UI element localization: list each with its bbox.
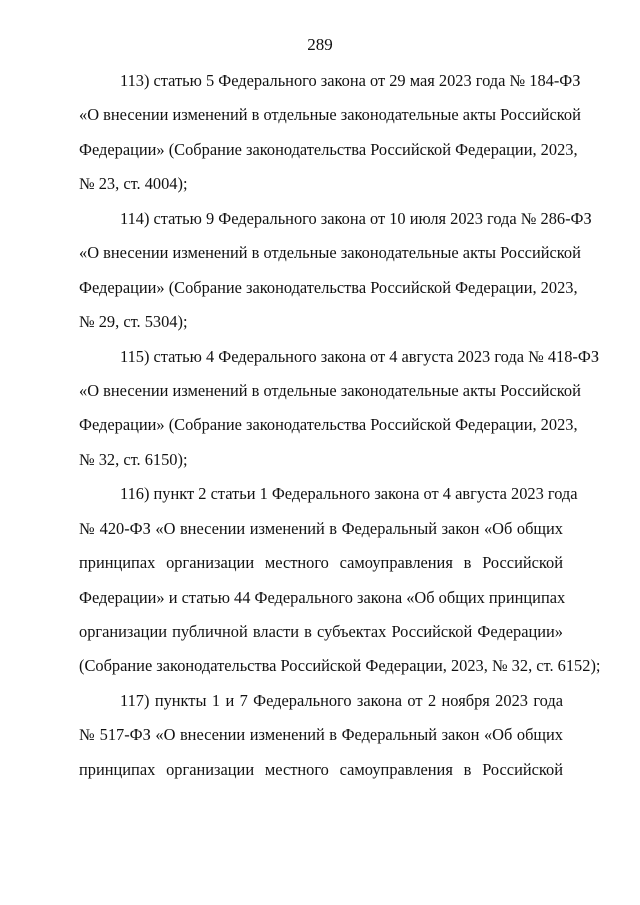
paragraph-114-line-1: 114) статью 9 Федерального закона от 10 июля 2023 года № 286-ФЗ <box>120 208 592 228</box>
paragraph-115-line-1: 115) статью 4 Федерального закона от 4 августа 2023 года № 418-ФЗ <box>120 346 600 366</box>
paragraph-115-line-2: «О внесении изменений в отдельные законодательные акты Российской <box>79 380 581 400</box>
paragraph-113-line-2: «О внесении изменений в отдельные законодательные акты Российской <box>79 105 581 125</box>
paragraph-115-line-3: Федерации» (Собрание законодательства Российской Федерации, 2023, <box>79 415 578 435</box>
paragraph-113-line-3: Федерации» (Собрание законодательства Российской Федерации, 2023, <box>79 139 578 159</box>
paragraph-115-line-4: № 32, ст. 6150); <box>79 449 188 469</box>
paragraph-116-line-6: (Собрание законодательства Российской Федерации, 2023, № 32, ст. 6152); <box>79 656 601 676</box>
paragraph-114-line-2: «О внесении изменений в отдельные законодательные акты Российской <box>79 243 581 263</box>
paragraph-114-line-4: № 29, ст. 5304); <box>79 312 188 332</box>
document-body <box>79 64 601 787</box>
paragraph-113-line-4: № 23, ст. 4004); <box>79 174 188 194</box>
paragraph-114-line-3: Федерации» (Собрание законодательства Российской Федерации, 2023, <box>79 277 578 297</box>
paragraph-116-line-4: Федерации» и статью 44 Федерального закона «Об общих принципах <box>79 587 566 607</box>
page-number: 289 <box>307 35 333 54</box>
paragraph-116-line-5: организации публичной власти в субъектах Российской Федерации» <box>79 622 563 641</box>
paragraph-117-line-3: принципах организации местного самоуправления в Российской <box>79 759 563 779</box>
paragraph-116-line-3: принципах организации местного самоуправления в Российской <box>79 553 563 573</box>
paragraph-117-line-2: № 517-ФЗ «О внесении изменений в Федеральный закон «Об общих <box>79 725 563 745</box>
paragraph-116-line-2: № 420-ФЗ «О внесении изменений в Федеральный закон «Об общих <box>79 518 563 538</box>
paragraph-116-line-1: 116) пункт 2 статьи 1 Федерального закона от 4 августа 2023 года <box>120 484 578 504</box>
paragraph-117-line-1: 117) пункты 1 и 7 Федерального закона от 2 ноября 2023 года <box>120 690 563 710</box>
paragraph-113-line-1: 113) статью 5 Федерального закона от 29 мая 2023 года № 184-ФЗ <box>120 71 581 90</box>
